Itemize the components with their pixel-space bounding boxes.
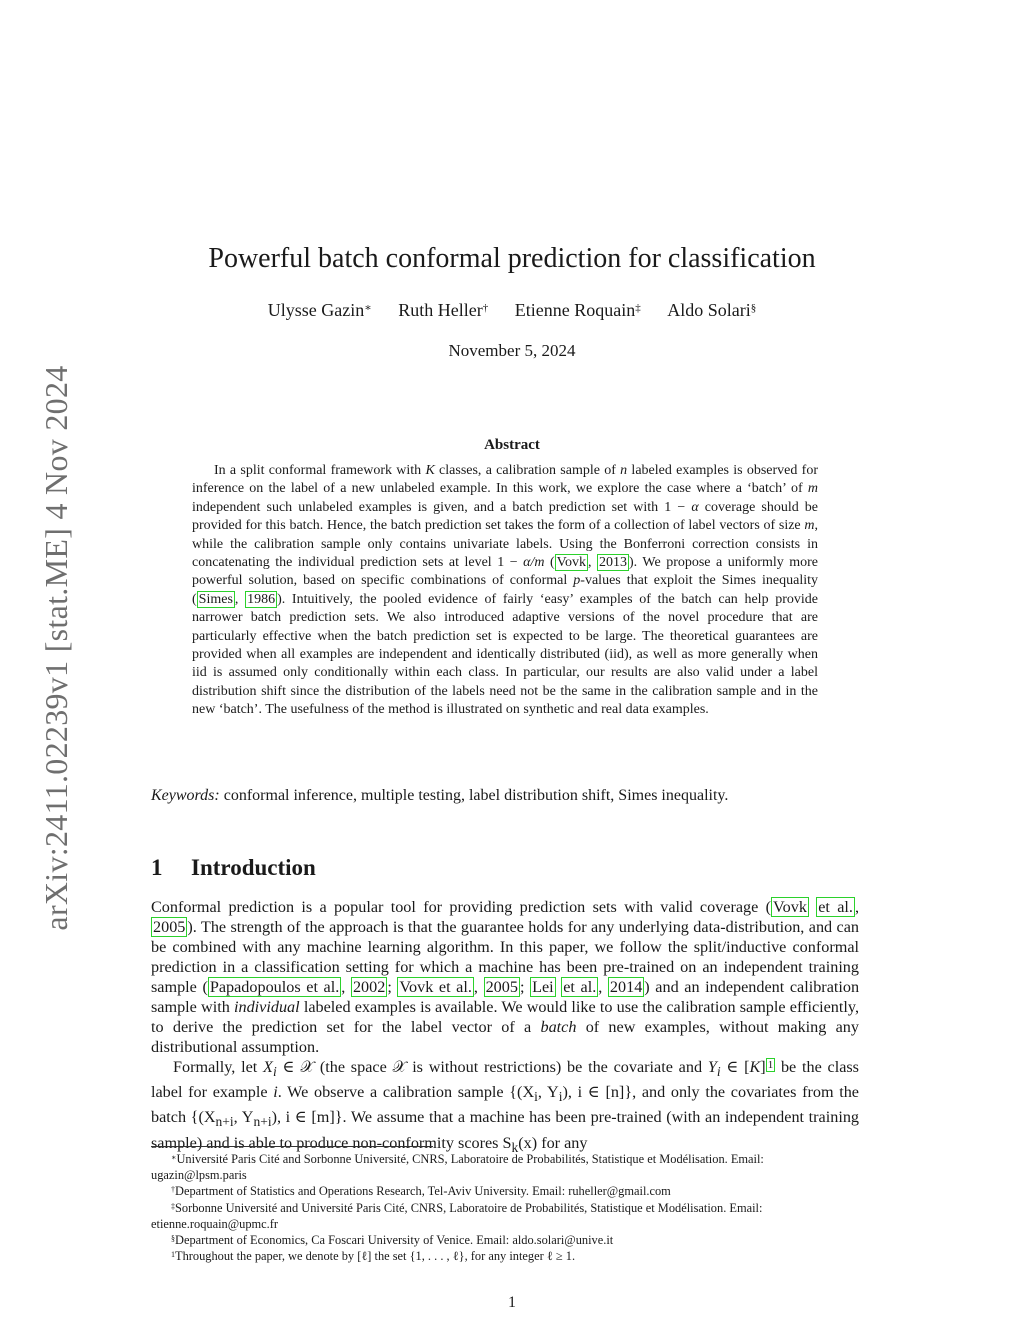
footnote-solari: §Department of Economics, Ca Foscari University of Venice. Email: aldo.solari@unive.it [171,1233,614,1248]
author-list [0,298,1024,322]
footnote-link-1[interactable]: 1 [767,1059,774,1071]
citation-link-lei-2014-year[interactable]: 2014 [609,978,643,996]
introduction-body [151,897,859,1158]
author-heller: Ruth Heller† [398,300,489,320]
paper-title: Powerful batch conformal prediction for classification [208,243,816,274]
footnote-heller: †Department of Statistics and Operations Research, Tel-Aviv University. Email: ruheller@gmail.com [171,1184,671,1199]
footnote-gazin: ∗Université Paris Cité and Sorbonne Université, CNRS, Laboratoire de Probabilités, Statistique et Modélisation. Email: ugazin@lpsm.paris [151,1152,764,1183]
author-solari: Aldo Solari§ [667,300,757,320]
citation-link-simes-1986[interactable]: Simes [198,591,233,607]
publication-date: November 5, 2024 [448,341,576,360]
author-roquain: Etienne Roquain‡ [514,300,641,320]
keywords-text: conformal inference, multiple testing, label distribution shift, Simes inequality. [219,787,729,804]
citation-link-vovk-2013[interactable]: Vovk [556,555,586,571]
footnote-1: $^1$Throughout the paper, we denote by [ℓ] the set {1, . . . , ℓ}, for any integer ℓ ≥ 1. [171,1249,576,1264]
citation-link-vovk-2005-year[interactable]: 2005 [153,918,186,936]
citation-link-vovk-2013-year[interactable]: 2013 [598,555,627,571]
citation-link-vovk-etal-2005[interactable]: Vovk et al. [399,978,472,996]
citation-link-simes-1986-year[interactable]: 1986 [247,591,276,607]
section-heading-introduction [151,853,316,883]
keywords-line [151,785,871,807]
footnotes [151,1151,859,1264]
section-title: Introduction [191,855,316,880]
citation-link-lei-2014[interactable]: Lei [532,978,554,996]
abstract-heading: Abstract [484,437,540,453]
citation-link-vovk-2005[interactable]: Vovk [773,898,807,916]
footnote-divider [151,1146,433,1147]
citation-link-papadopoulos-2002[interactable]: Papadopoulos et al. [209,978,340,996]
citation-link-vovk-2005-etal[interactable]: et al. [818,898,853,916]
intro-paragraph-1: Conformal prediction is a popular tool for providing prediction sets with valid coverage ( Vovk et al. , 2005 ). The strength of the approach is that the guarantee holds for any underlying data-distribution, and can be combined with any machine learning algorithm. In this paper, we follow the split/inductive conformal prediction in a classification setting for which a machine has been pre-trained on an independent training sample ( Papadopoulos et al. , 2002 ; Vovk et al. , 2005 ; Lei et al. , 2014 ) and an independent calibration sample with individual labeled examples is available. We would like to use the calibration sample efficiently, to derive the prediction set for the label vector of a batch of new examples, without making any distributional assumption. [151,898,860,1056]
intro-paragraph-2: Formally, let $X_i$ ∈ 𝒳 (the space 𝒳 is without restrictions) be the covariate and $Y_i$ ∈ [K] $^1$ be the class label for example i. We observe a calibration sample {($X_i$, $Y_i$), i ∈ [n]}, and only the covariates from the batch {($X_{n+i}$, $Y_{n+i}$), i ∈ [m]}. We assume that a machine has been pre-trained (with an independent training sample) and is able to produce non-conformity scores $S_k(x)$ for any [151,1058,860,1155]
section-number: 1 [151,855,163,880]
citation-link-papadopoulos-2002-year[interactable]: 2002 [352,978,386,996]
footnote-roquain: ‡Sorbonne Université and Université Paris Cité, CNRS, Laboratoire de Probabilités, Statistique et Modélisation. Email: etienne.roquain@upmc.fr [151,1200,763,1231]
author-gazin: Ulysse Gazin∗ [267,300,372,320]
page-number: 1 [508,1294,516,1311]
arxiv-identifier-stamp: arXiv:2411.02239v1 [stat.ME] 4 Nov 2024 [38,365,74,931]
citation-link-vovk-etal-2005-year[interactable]: 2005 [485,978,518,996]
citation-link-lei-2014-etal[interactable]: et al. [563,978,597,996]
abstract-body: In a split conformal framework with K classes, a calibration sample of n labeled examples is observed for inference on the label of a new unlabeled example. In this work, we explore the case where a ‘batch’ of m independent such unlabeled examples is given, and a batch prediction set with 1 − α coverage should be provided for this batch. Hence, the batch prediction set takes the form of a collection of label vectors of size m, while the calibration sample only contains univariate labels. Using the Bonferroni correction consists in concatenating the individual prediction sets at level 1 − α/m ( Vovk , 2013 ). We propose a uniformly more powerful solution, based on specific combinations of conformal p-values that exploit the Simes inequality ( Simes , 1986 ). Intuitively, the pooled evidence of fairly ‘easy’ examples of the batch can help provide narrower batch prediction sets. We also introduced adaptive versions of the novel procedure that are particularly effective when the batch prediction set is expected to be large. The theoretical guarantees are provided when all examples are independent and identically distributed (iid), as well as more generally when iid is assumed only conditionally within each class. In particular, our results are also valid under a label distribution shift since the distribution of the labels need not be the same in the calibration sample and in the new ‘batch’. The usefulness of the method is illustrated on synthetic and real data examples. [192,463,819,718]
keywords-label: Keywords: [151,787,220,804]
